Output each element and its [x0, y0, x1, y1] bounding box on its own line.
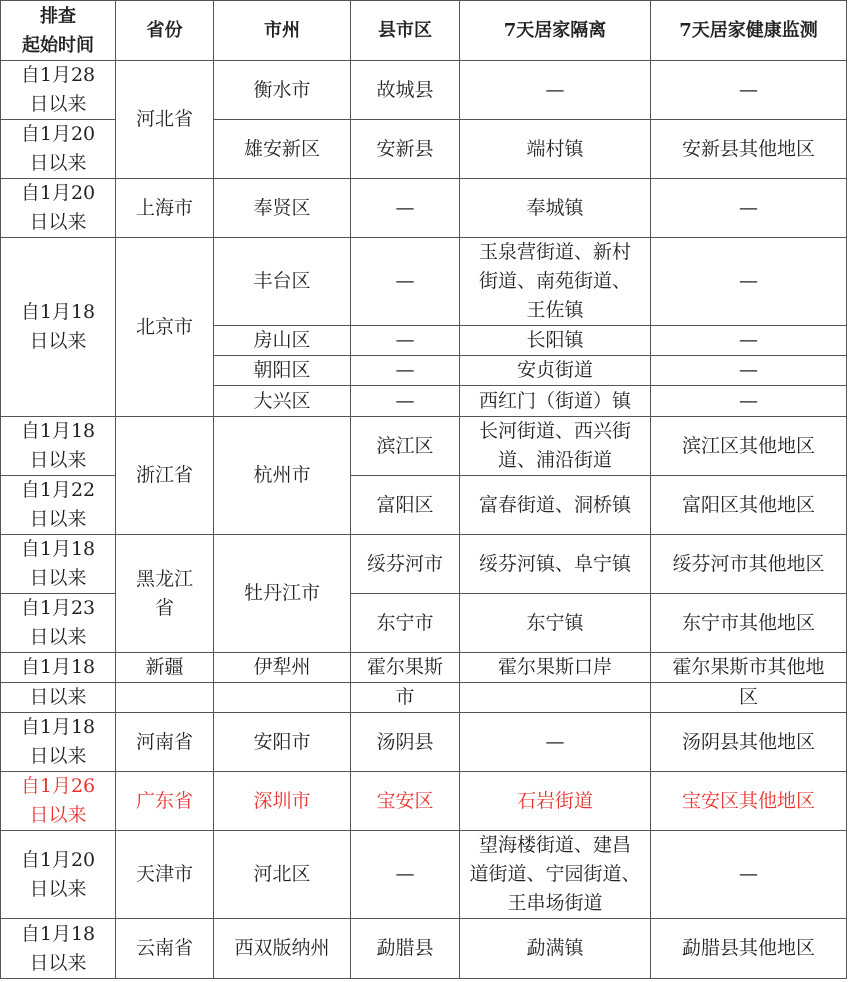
county-cell: 绥芬河市: [351, 535, 460, 594]
county-cell: 东宁市: [351, 594, 460, 653]
province-cell: 上海市: [116, 179, 214, 238]
monitoring-cell: 区: [651, 683, 847, 713]
monitoring-cell: 汤阴县其他地区: [651, 713, 847, 772]
monitoring-cell: 绥芬河市其他地区: [651, 535, 847, 594]
province-cell: 浙江省: [116, 417, 214, 535]
city-cell: 房山区: [214, 326, 351, 356]
date-cell: 自1月18 日以来: [1, 417, 116, 476]
province-cell: 北京市: [116, 238, 214, 417]
province-cell: 广东省: [116, 772, 214, 831]
county-cell: —: [351, 179, 460, 238]
city-cell: 雄安新区: [214, 120, 351, 179]
monitoring-cell: —: [651, 179, 847, 238]
header-cell: 县市区: [351, 1, 460, 61]
monitoring-cell: —: [651, 356, 847, 386]
monitoring-cell: 安新县其他地区: [651, 120, 847, 179]
monitoring-cell: 霍尔果斯市其他地: [651, 653, 847, 683]
city-cell: 牡丹江市: [214, 535, 351, 653]
monitoring-cell: 滨江区其他地区: [651, 417, 847, 476]
province-cell: [116, 683, 214, 713]
isolation-cell: [460, 683, 651, 713]
city-cell: 安阳市: [214, 713, 351, 772]
province-cell: 天津市: [116, 831, 214, 919]
monitoring-cell: 东宁市其他地区: [651, 594, 847, 653]
table-row: [1, 653, 847, 683]
date-cell: 自1月18 日以来: [1, 535, 116, 594]
city-cell: 西双版纳州: [214, 919, 351, 979]
city-cell: 衡水市: [214, 61, 351, 120]
isolation-cell: 长河街道、西兴街 道、浦沿街道: [460, 417, 651, 476]
date-cell: 日以来: [1, 683, 116, 713]
monitoring-cell: —: [651, 831, 847, 919]
table-row: [1, 238, 847, 326]
table-row: [1, 919, 847, 979]
province-cell: 云南省: [116, 919, 214, 979]
table-row: [1, 713, 847, 772]
header-cell: 7天居家健康监测: [651, 1, 847, 61]
city-cell: 大兴区: [214, 386, 351, 417]
city-cell: 朝阳区: [214, 356, 351, 386]
monitoring-cell: —: [651, 61, 847, 120]
header-cell: 省份: [116, 1, 214, 61]
province-cell: 黑龙江 省: [116, 535, 214, 653]
isolation-cell: —: [460, 713, 651, 772]
isolation-cell: 安贞街道: [460, 356, 651, 386]
isolation-cell: 石岩街道: [460, 772, 651, 831]
monitoring-cell: 勐腊县其他地区: [651, 919, 847, 979]
city-cell: 深圳市: [214, 772, 351, 831]
county-cell: 故城县: [351, 61, 460, 120]
date-cell: 自1月26 日以来: [1, 772, 116, 831]
county-cell: 汤阴县: [351, 713, 460, 772]
province-cell: 新疆: [116, 653, 214, 683]
monitoring-cell: —: [651, 386, 847, 417]
header-cell: 7天居家隔离: [460, 1, 651, 61]
county-cell: 霍尔果斯: [351, 653, 460, 683]
header-cell: 排查 起始时间: [1, 1, 116, 61]
date-cell: 自1月20 日以来: [1, 831, 116, 919]
county-cell: 宝安区: [351, 772, 460, 831]
city-cell: 伊犁州: [214, 653, 351, 683]
isolation-cell: 西红门（街道）镇: [460, 386, 651, 417]
table-row: [1, 535, 847, 594]
date-cell: 自1月18: [1, 653, 116, 683]
city-cell: 奉贤区: [214, 179, 351, 238]
county-cell: 富阳区: [351, 476, 460, 535]
date-cell: 自1月23 日以来: [1, 594, 116, 653]
county-cell: —: [351, 326, 460, 356]
table-row: [1, 831, 847, 919]
date-cell: 自1月20 日以来: [1, 120, 116, 179]
isolation-cell: 长阳镇: [460, 326, 651, 356]
date-cell: 自1月18 日以来: [1, 238, 116, 417]
county-cell: —: [351, 386, 460, 417]
county-cell: 滨江区: [351, 417, 460, 476]
table-row: [1, 417, 847, 476]
table-header-row: [1, 1, 847, 61]
isolation-cell: 东宁镇: [460, 594, 651, 653]
city-cell: 杭州市: [214, 417, 351, 535]
province-cell: 河南省: [116, 713, 214, 772]
monitoring-cell: 富阳区其他地区: [651, 476, 847, 535]
isolation-cell: 勐满镇: [460, 919, 651, 979]
isolation-cell: —: [460, 61, 651, 120]
isolation-cell: 绥芬河镇、阜宁镇: [460, 535, 651, 594]
county-cell: —: [351, 356, 460, 386]
county-cell: —: [351, 831, 460, 919]
county-cell: 市: [351, 683, 460, 713]
monitoring-cell: 宝安区其他地区: [651, 772, 847, 831]
monitoring-cell: —: [651, 326, 847, 356]
date-cell: 自1月18 日以来: [1, 919, 116, 979]
table-row: [1, 61, 847, 120]
isolation-cell: 奉城镇: [460, 179, 651, 238]
header-cell: 市州: [214, 1, 351, 61]
table-row: [1, 179, 847, 238]
table-row-highlighted: [1, 772, 847, 831]
isolation-cell: 望海楼街道、建昌 道街道、宁园街道、 王串场街道: [460, 831, 651, 919]
city-cell: 河北区: [214, 831, 351, 919]
province-cell: 河北省: [116, 61, 214, 179]
date-cell: 自1月22 日以来: [1, 476, 116, 535]
county-cell: 勐腊县: [351, 919, 460, 979]
table-row: [1, 683, 847, 713]
date-cell: 自1月28 日以来: [1, 61, 116, 120]
county-cell: —: [351, 238, 460, 326]
isolation-cell: 霍尔果斯口岸: [460, 653, 651, 683]
isolation-cell: 端村镇: [460, 120, 651, 179]
date-cell: 自1月20 日以来: [1, 179, 116, 238]
isolation-cell: 富春街道、洞桥镇: [460, 476, 651, 535]
city-cell: [214, 683, 351, 713]
monitoring-cell: —: [651, 238, 847, 326]
isolation-cell: 玉泉营街道、新村 街道、南苑街道、 王佐镇: [460, 238, 651, 326]
date-cell: 自1月18 日以来: [1, 713, 116, 772]
county-cell: 安新县: [351, 120, 460, 179]
city-cell: 丰台区: [214, 238, 351, 326]
